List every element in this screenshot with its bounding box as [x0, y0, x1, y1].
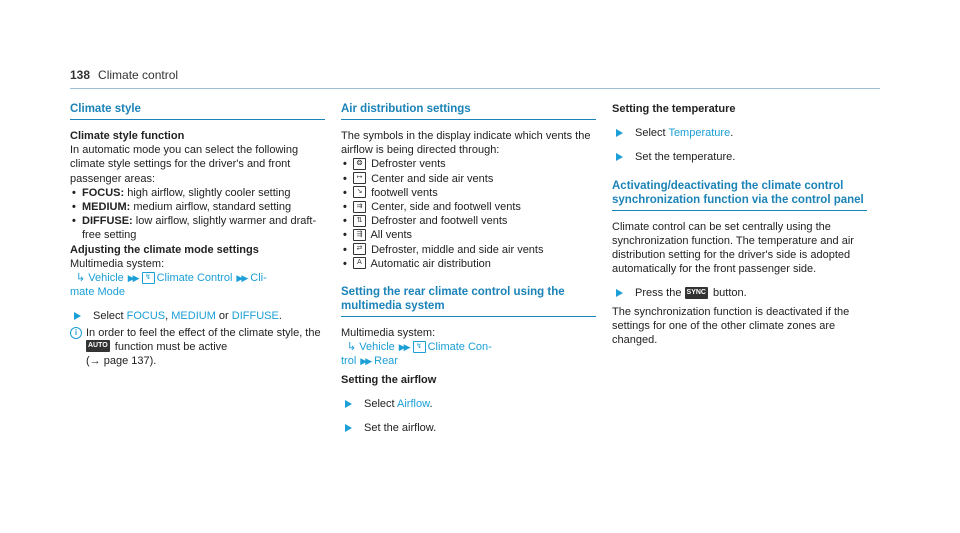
path-climate-mode-cont[interactable]: mate Mode — [70, 286, 126, 299]
list-item-vent — [341, 257, 596, 271]
mode-desc: high airflow, slightly cooler setting — [124, 186, 291, 199]
list-item-medium — [70, 200, 325, 214]
option-airflow[interactable]: Airflow — [397, 397, 430, 410]
column-air-distribution — [341, 102, 596, 435]
list-item-vent — [341, 157, 596, 171]
action-arrow-icon — [74, 312, 81, 320]
vent-label: Center, side and footwell vents — [371, 201, 521, 214]
separator: . — [429, 397, 433, 410]
section-title-rear-climate: Setting the rear climate control using the multimedia system — [341, 285, 596, 317]
action-select-temperature — [612, 126, 867, 140]
info-note — [70, 326, 325, 369]
list-item-focus — [70, 186, 325, 200]
action-text: Set the airflow. — [364, 422, 437, 435]
action-text: Set the temperature. — [635, 151, 736, 164]
action-arrow-icon — [345, 424, 352, 432]
list-item-vent — [341, 243, 596, 257]
option-temperature[interactable]: Temperature — [668, 127, 731, 140]
mode-term: DIFFUSE: — [82, 215, 133, 228]
double-chevron-icon: ▶▶ — [398, 342, 409, 353]
vent-list — [341, 157, 596, 271]
climate-mode-list — [70, 186, 325, 243]
vent-label: Defroster and footwell vents — [371, 215, 508, 228]
mode-term: MEDIUM: — [82, 201, 131, 214]
path-vehicle[interactable]: Vehicle — [359, 341, 395, 354]
path-climate-control[interactable]: Climate Con- — [427, 341, 492, 354]
climate-control-icon: ↯ — [142, 272, 155, 284]
separator: or — [215, 310, 232, 323]
action-set-airflow — [341, 421, 596, 435]
menu-path-rear-cont — [341, 354, 596, 368]
header-divider — [70, 88, 880, 89]
page-number: 138 — [70, 68, 91, 82]
defroster-middle-side-icon: ⇄ — [353, 243, 366, 255]
heading-climate-style-function: Climate style function — [70, 130, 185, 142]
action-text: button. — [709, 287, 747, 300]
note-text: function must be active — [111, 340, 228, 353]
list-item-diffuse — [70, 214, 325, 242]
vent-label: All vents — [370, 229, 413, 242]
column-climate-style — [70, 102, 325, 368]
menu-arrow-icon: ↳ — [76, 272, 86, 285]
center-side-vents-icon: ↦ — [353, 172, 366, 184]
path-climate-control-cont[interactable]: trol — [341, 355, 357, 368]
defroster-icon: ❂ — [353, 158, 366, 170]
double-chevron-icon: ▶▶ — [360, 356, 371, 367]
vent-label: footwell vents — [371, 186, 438, 199]
climate-control-icon: ↯ — [413, 341, 426, 353]
all-vents-icon: ⇶ — [353, 229, 366, 241]
path-climate-control[interactable]: Climate Control — [156, 272, 233, 285]
note-text: In order to feel the effect of the climate style, the — [86, 326, 321, 339]
action-text: Press the — [635, 287, 685, 300]
column-temperature — [612, 102, 867, 347]
action-arrow-icon — [345, 400, 352, 408]
list-item-vent — [341, 214, 596, 228]
heading-setting-temperature: Setting the temperature — [612, 103, 736, 115]
list-item-vent — [341, 186, 596, 200]
option-diffuse[interactable]: DIFFUSE — [231, 310, 279, 323]
chapter-title: Climate control — [98, 68, 179, 82]
section-title-climate-style: Climate style — [70, 102, 325, 120]
auto-button-icon: AUTO — [86, 340, 110, 352]
option-focus[interactable]: FOCUS — [126, 310, 166, 323]
heading-adjust-climate-mode: Adjusting the climate mode settings — [70, 243, 259, 256]
action-text: Select — [364, 397, 398, 410]
section-title-sync: Activating/deactivating the climate control synchronization function via the control panel — [612, 179, 867, 211]
separator: , — [165, 310, 172, 323]
list-item-vent — [341, 228, 596, 242]
action-arrow-icon — [616, 129, 623, 137]
menu-path-rear — [347, 340, 596, 354]
path-climate-mode[interactable]: Cli- — [250, 272, 267, 285]
list-item-vent — [341, 172, 596, 186]
sync-button-icon: SYNC — [685, 287, 708, 299]
menu-arrow-icon: ↳ — [347, 341, 357, 354]
defroster-footwell-icon: ⇅ — [353, 215, 366, 227]
multimedia-label: Multimedia system: — [341, 327, 436, 340]
action-select-mode — [70, 309, 325, 323]
sync-description: Climate control can be set centrally using the synchronization function. The temperature and air distribution setting for the driver's side is adopted automatically for the front passenger side. — [612, 220, 854, 276]
heading-setting-airflow: Setting the airflow — [341, 373, 437, 386]
action-press-sync — [612, 286, 867, 300]
sync-result: The synchronization function is deactivated if the settings for one of the other climate zones are changed. — [612, 305, 850, 347]
multimedia-label: Multimedia system: — [70, 257, 165, 270]
double-chevron-icon: ▶▶ — [236, 273, 247, 284]
section-title-air-distribution: Air distribution settings — [341, 102, 596, 120]
action-text: Select — [93, 310, 127, 323]
air-distribution-intro: The symbols in the display indicate which vents the airflow is being directed through: — [341, 130, 591, 157]
page-reference[interactable]: (→ page 137). — [86, 355, 157, 368]
vent-label: Center and side air vents — [371, 172, 494, 185]
mode-term: FOCUS: — [82, 186, 125, 199]
list-item-vent — [341, 200, 596, 214]
action-arrow-icon — [616, 289, 623, 297]
vent-label: Defroster vents — [371, 158, 446, 171]
spacer — [612, 165, 867, 179]
footwell-vents-icon: ↘ — [353, 186, 366, 198]
action-text: Select — [635, 127, 669, 140]
action-set-temperature — [612, 150, 867, 164]
center-side-footwell-icon: ⇉ — [353, 201, 366, 213]
option-medium[interactable]: MEDIUM — [171, 310, 216, 323]
climate-style-intro: In automatic mode you can select the following climate style settings for the driver's and front passenger areas: — [70, 144, 299, 185]
path-rear[interactable]: Rear — [374, 355, 398, 368]
info-icon: i — [70, 327, 82, 339]
separator: . — [278, 310, 282, 323]
spacer — [341, 271, 596, 285]
action-arrow-icon — [616, 153, 623, 161]
auto-distribution-icon: A — [353, 257, 366, 269]
action-select-airflow — [341, 397, 596, 411]
menu-path — [76, 271, 325, 285]
path-vehicle[interactable]: Vehicle — [88, 272, 124, 285]
double-chevron-icon: ▶▶ — [127, 273, 138, 284]
vent-label: Defroster, middle and side air vents — [371, 243, 544, 256]
mode-desc: low airflow, slightly warmer and draft-free setting — [82, 215, 317, 242]
page-header — [70, 68, 178, 82]
separator: . — [730, 127, 734, 140]
vent-label: Automatic air distribution — [370, 257, 491, 270]
mode-desc: medium airflow, standard setting — [130, 201, 292, 214]
